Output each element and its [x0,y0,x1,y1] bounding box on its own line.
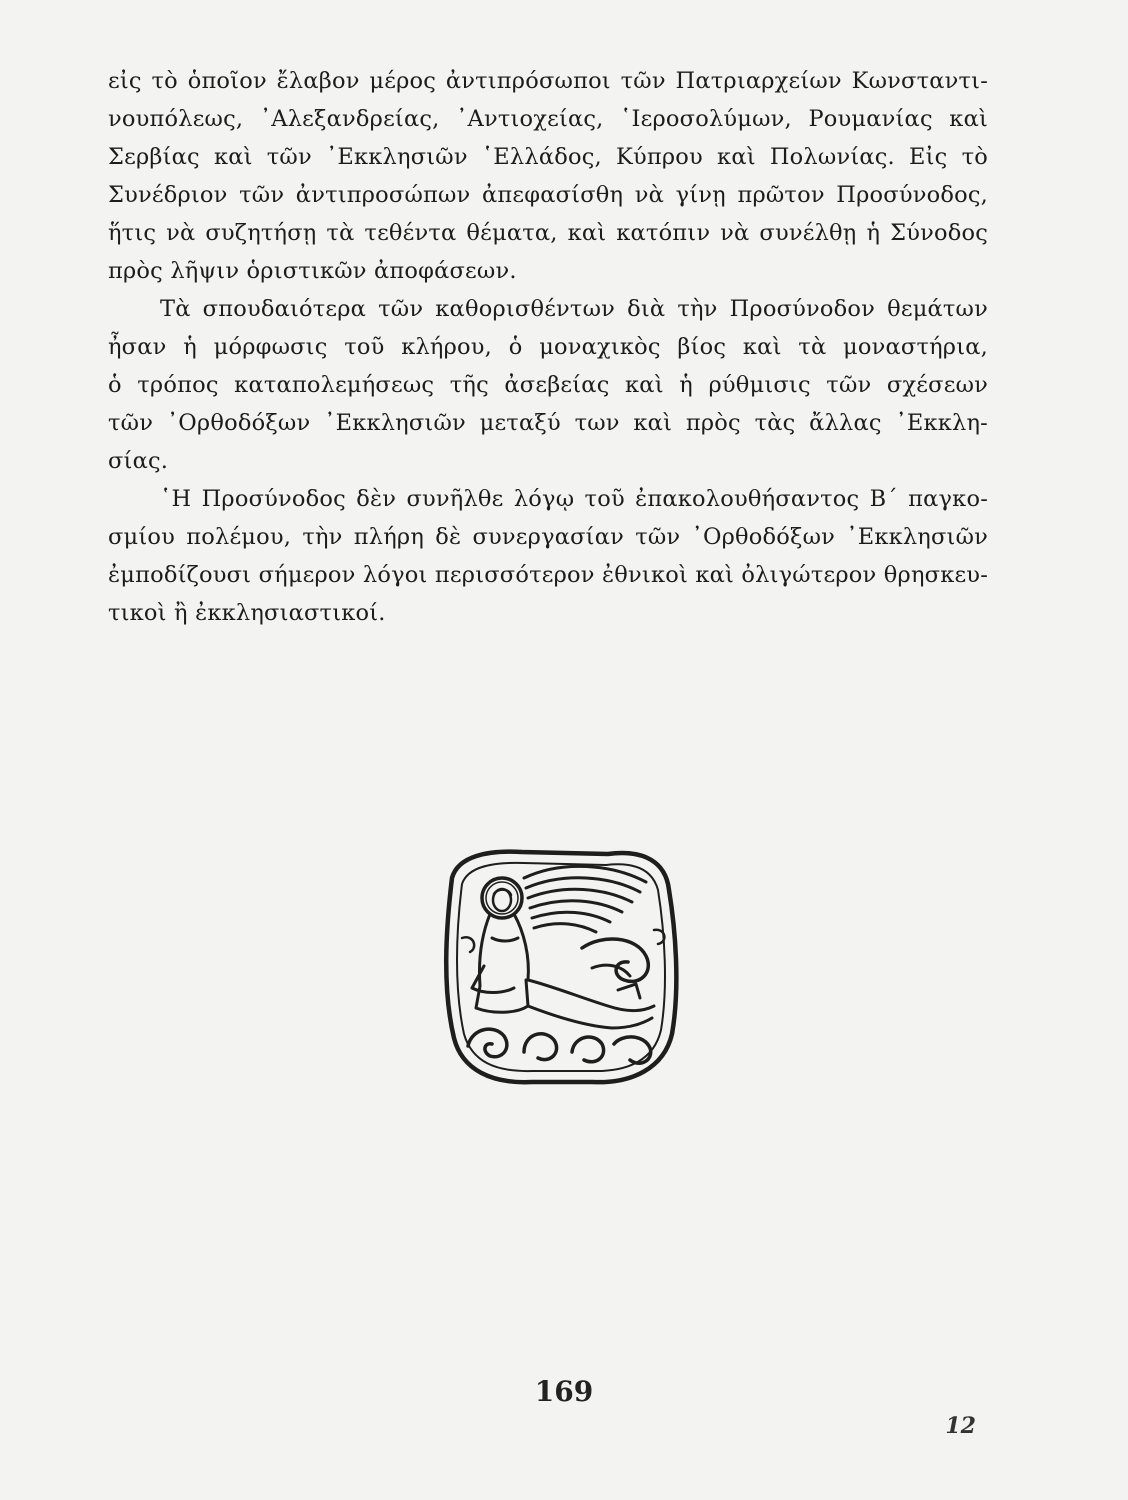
text-line: εἰς τὸ ὁποῖον ἔλαβον μέρος ἀντιπρόσωποι τῶν Πατριαρχείων Κωνσταντι- [108,68,988,94]
text-line: σίας. [108,448,169,474]
text-line: σμίου πολέμου, τὴν πλήρη δὲ συνεργασίαν τῶν ᾽Ορθοδόξων ᾽Εκκλησιῶν [108,524,988,550]
text-line: ῾Η Προσύνοδος δὲν συνῆλθε λόγῳ τοῦ ἐπακολουθήσαντος Β΄ παγκο- [160,486,988,512]
text-line: Συνέδριον τῶν ἀντιπροσώπων ἀπεφασίσθη νὰ γίνῃ πρῶτον Προσύνοδος, [108,182,988,208]
text-line: πρὸς λῆψιν ὁριστικῶν ἀποφάσεων. [108,258,517,284]
text-line: νουπόλεως, ᾽Αλεξανδρείας, ᾽Αντιοχείας, ῾Ιεροσολύμων, Ρουμανίας καὶ [108,106,988,132]
body-text [108,62,988,632]
text-line: τικοὶ ἢ ἐκκλησιαστικοί. [108,600,386,626]
text-line: ὁ τρόπος καταπολεμήσεως τῆς ἀσεβείας καὶ ἡ ρύθμισις τῶν σχέσεων [108,372,988,398]
paragraph-3 [108,480,988,632]
text-line: ἥτις νὰ συζητήσῃ τὰ τεθέντα θέματα, καὶ κατόπιν νὰ συνέλθῃ ἡ Σύνοδος [108,220,988,246]
paragraph-2 [108,290,988,480]
paragraph-1 [108,62,988,290]
text-line: ἦσαν ἡ μόρφωσις τοῦ κλήρου, ὁ μοναχικὸς βίος καὶ τὰ μοναστήρια, [108,334,988,360]
angel-vignette-icon [432,838,688,1094]
text-line: Σερβίας καὶ τῶν ᾽Εκκλησιῶν ῾Ελλάδος, Κύπρου καὶ Πολωνίας. Εἰς τὸ [108,144,988,170]
text-line: ἐμποδίζουσι σήμερον λόγοι περισσότερον ἐθνικοὶ καὶ ὀλιγώτερον θρησκευ- [108,562,988,588]
page-number: 169 [534,1375,594,1408]
text-line: Τὰ σπουδαιότερα τῶν καθορισθέντων διὰ τὴν Προσύνοδον θεμάτων [160,296,988,322]
text-line: τῶν ᾽Ορθοδόξων ᾽Εκκλησιῶν μεταξύ των καὶ πρὸς τὰς ἄλλας ᾽Εκκλη- [108,410,988,436]
signature-mark: 12 [945,1413,976,1439]
